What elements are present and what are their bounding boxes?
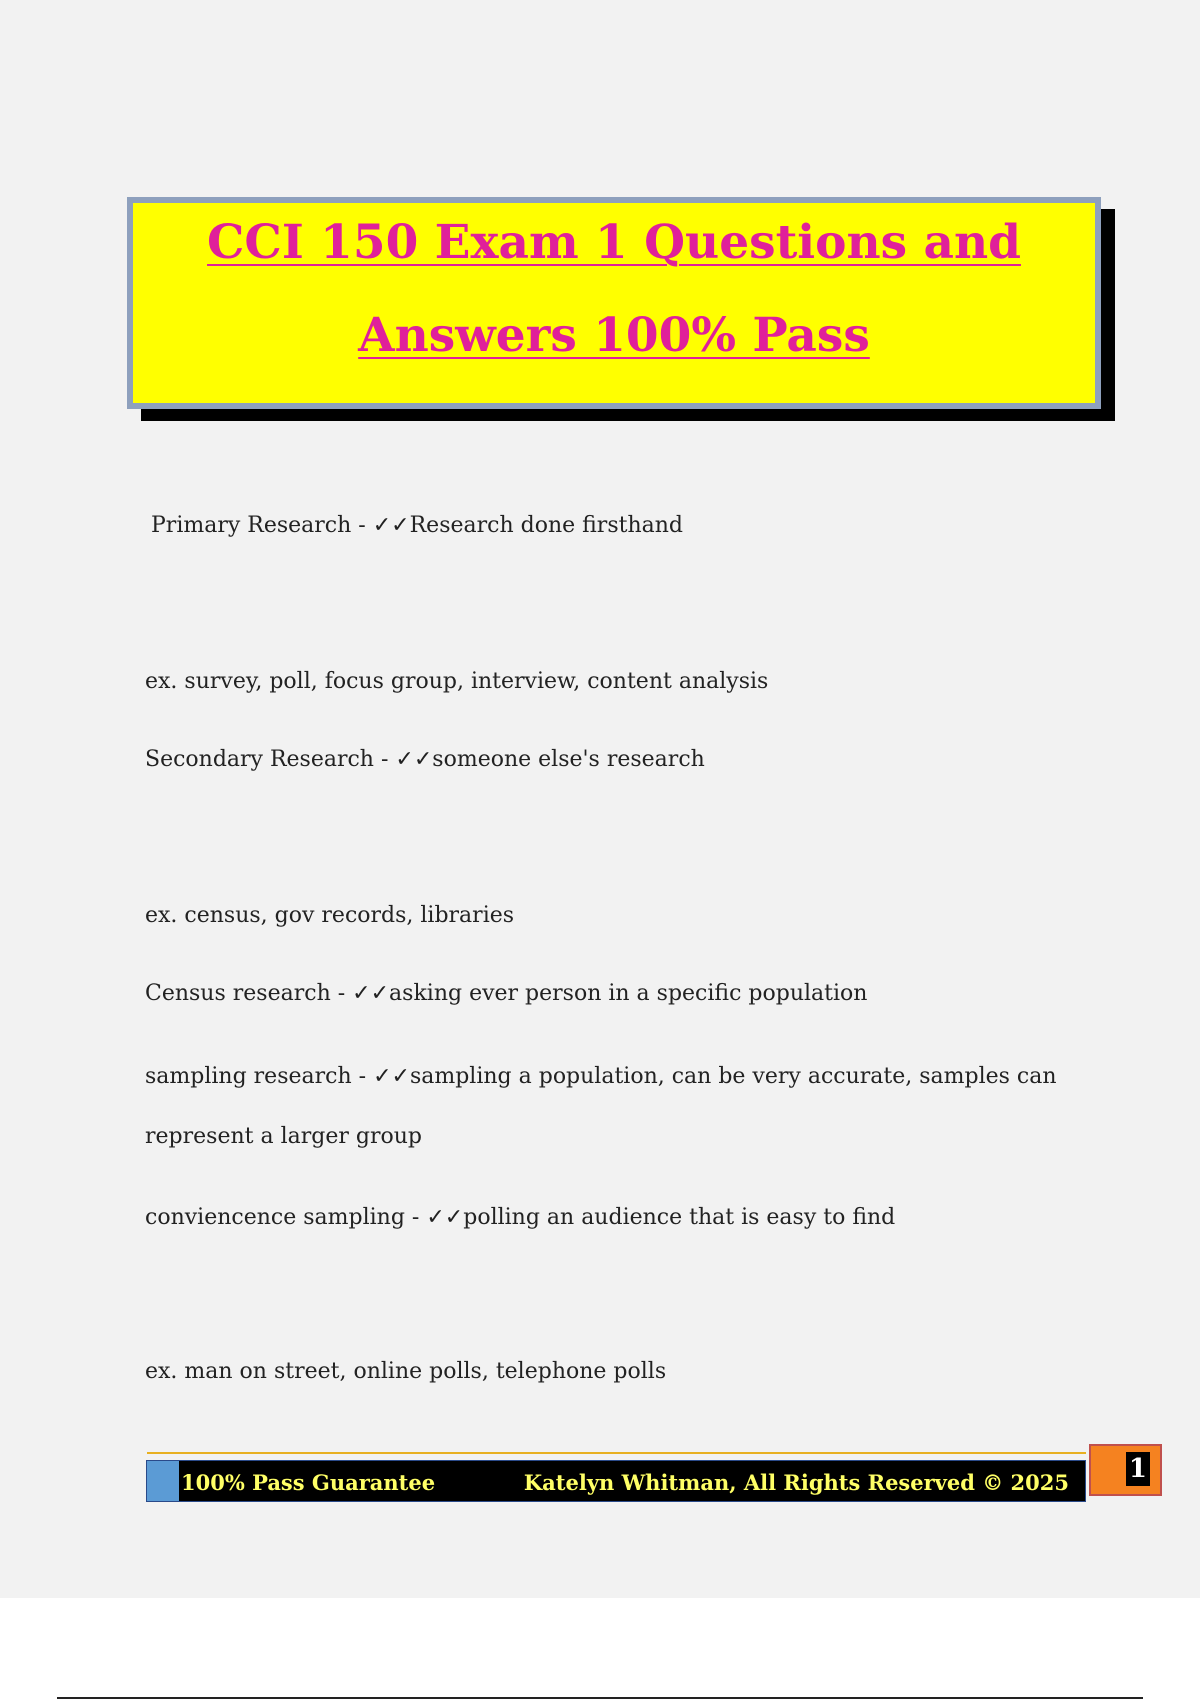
entry-separator: - (380, 747, 396, 772)
checkmark-icon: ✓✓ (373, 1064, 410, 1089)
title-line-1: CCI 150 Exam 1 Questions and (207, 215, 1021, 270)
entry-separator: - (337, 981, 353, 1006)
entry-sampling-research (145, 1047, 1065, 1167)
entry-term: sampling research (145, 1064, 352, 1089)
page-number-box (1089, 1444, 1162, 1496)
entry-answer: polling an audience that is easy to find (463, 1205, 896, 1230)
entry-separator: - (358, 1064, 374, 1089)
checkmark-icon: ✓✓ (352, 981, 390, 1006)
entry-separator: - (358, 513, 373, 538)
entry-answer: asking ever person in a specific population (389, 981, 868, 1006)
entry-term: Census research (145, 981, 331, 1006)
note-text: ex. census, gov records, libraries (145, 903, 515, 928)
entry-answer: someone else's research (432, 747, 705, 772)
checkmark-icon: ✓✓ (426, 1205, 464, 1230)
checkmark-icon: ✓✓ (395, 747, 433, 772)
entry-convenience-sampling (145, 1188, 1065, 1248)
entry-separator: - (411, 1205, 427, 1230)
footer-bar (146, 1460, 1086, 1502)
entry-secondary-research (145, 730, 1065, 790)
entry-census-research (145, 964, 1065, 1024)
entry-note (145, 652, 1065, 712)
entry-term: conviencence sampling (145, 1205, 405, 1230)
title-line-2: Answers 100% Pass (358, 308, 870, 363)
footer-guarantee-text: 100% Pass Guarantee (181, 1470, 436, 1495)
entry-term: Secondary Research (145, 747, 374, 772)
footer-copyright-text: Katelyn Whitman, All Rights Reserved © 2025 (523, 1470, 1069, 1495)
note-text: ex. man on street, online polls, telephone polls (145, 1359, 667, 1384)
checkmark-icon: ✓✓ (372, 513, 410, 538)
bottom-divider (57, 1697, 1143, 1699)
note-text: ex. survey, poll, focus group, interview, content analysis (145, 669, 769, 694)
page-number: 1 (1126, 1452, 1150, 1486)
title-banner (127, 197, 1101, 409)
entry-answer: sampling a population, can be very accurate, samples can represent a larger group (145, 1064, 1057, 1149)
footer-divider (147, 1452, 1086, 1454)
entry-primary-research (151, 496, 1071, 556)
entry-note (145, 1342, 1065, 1402)
entry-answer: Research done firsthand (409, 513, 683, 538)
entry-term: Primary Research (151, 513, 352, 538)
entry-note (145, 886, 1065, 946)
